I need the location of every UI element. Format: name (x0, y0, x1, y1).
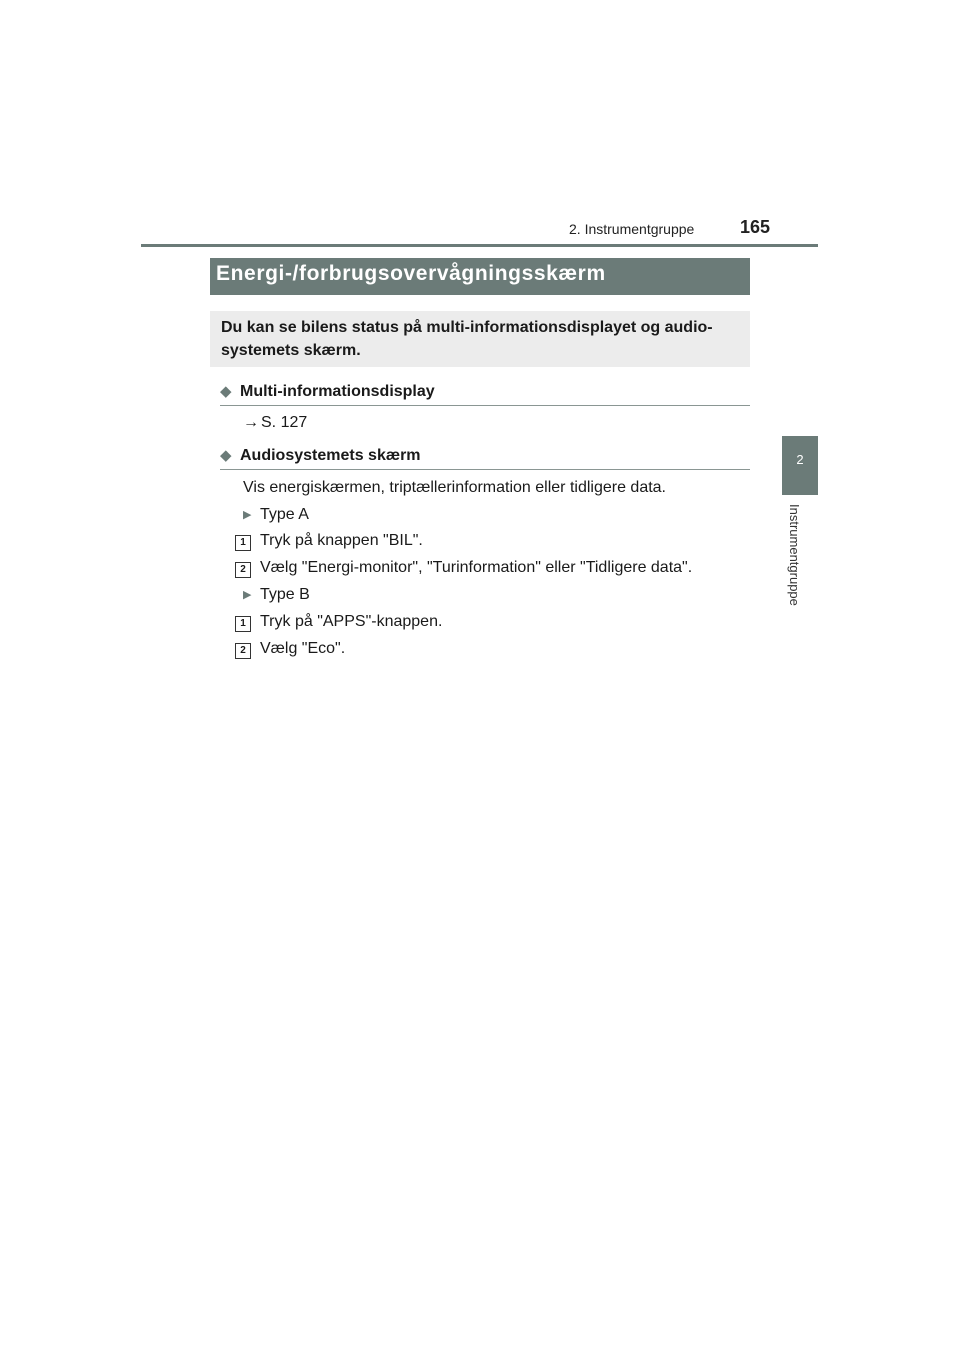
page-reference[interactable] (243, 414, 307, 432)
section-heading-text: Audiosystemets skærm (240, 447, 421, 464)
chapter-tab[interactable] (782, 436, 818, 495)
triangle-bullet-icon: ▶ (243, 509, 252, 521)
reference-arrow-icon: → (243, 414, 259, 431)
running-header-section: 2. Instrumentgruppe (569, 221, 695, 237)
page-title: Energi-/forbrugsovervågningsskærm (216, 262, 606, 285)
page-title-bar (210, 258, 750, 295)
header-divider (141, 244, 818, 247)
step-number-badge: 2 (235, 643, 251, 659)
page-number: 165 (740, 217, 771, 237)
step-number-badge: 1 (235, 535, 251, 551)
section-divider (220, 405, 750, 406)
type-label-text: Type B (260, 586, 310, 603)
step-text: Tryk på knappen "BIL". (260, 532, 423, 549)
step-number-badge: 1 (235, 616, 251, 632)
step-text: Vælg "Energi-monitor", "Turinformation" eller "Tidligere data". (260, 559, 693, 576)
section-heading-audio (220, 446, 421, 465)
step-text: Tryk på "APPS"-knappen. (260, 613, 443, 630)
section-description: Vis energiskærmen, triptællerinformation eller tidligere data. (243, 479, 666, 496)
chapter-tab-number: 2 (796, 452, 804, 467)
diamond-bullet-icon: ◆ (220, 447, 232, 464)
diamond-bullet-icon: ◆ (220, 383, 232, 400)
type-a-label (243, 506, 309, 524)
page-reference-text: S. 127 (261, 414, 308, 431)
section-heading-text: Multi-informationsdisplay (240, 383, 435, 400)
triangle-bullet-icon: ▶ (243, 589, 252, 601)
step-text: Vælg "Eco". (260, 640, 346, 657)
type-label-text: Type A (260, 506, 309, 523)
chapter-tab-label: Instrumentgruppe (787, 504, 802, 606)
intro-text: Du kan se bilens status på multi-informationsdisplayet og audio-systemets skærm. (221, 319, 713, 359)
intro-box (210, 311, 750, 367)
step-number-badge: 2 (235, 562, 251, 578)
section-heading-multi-info (220, 382, 435, 401)
section-divider (220, 469, 750, 470)
type-b-label (243, 586, 310, 604)
